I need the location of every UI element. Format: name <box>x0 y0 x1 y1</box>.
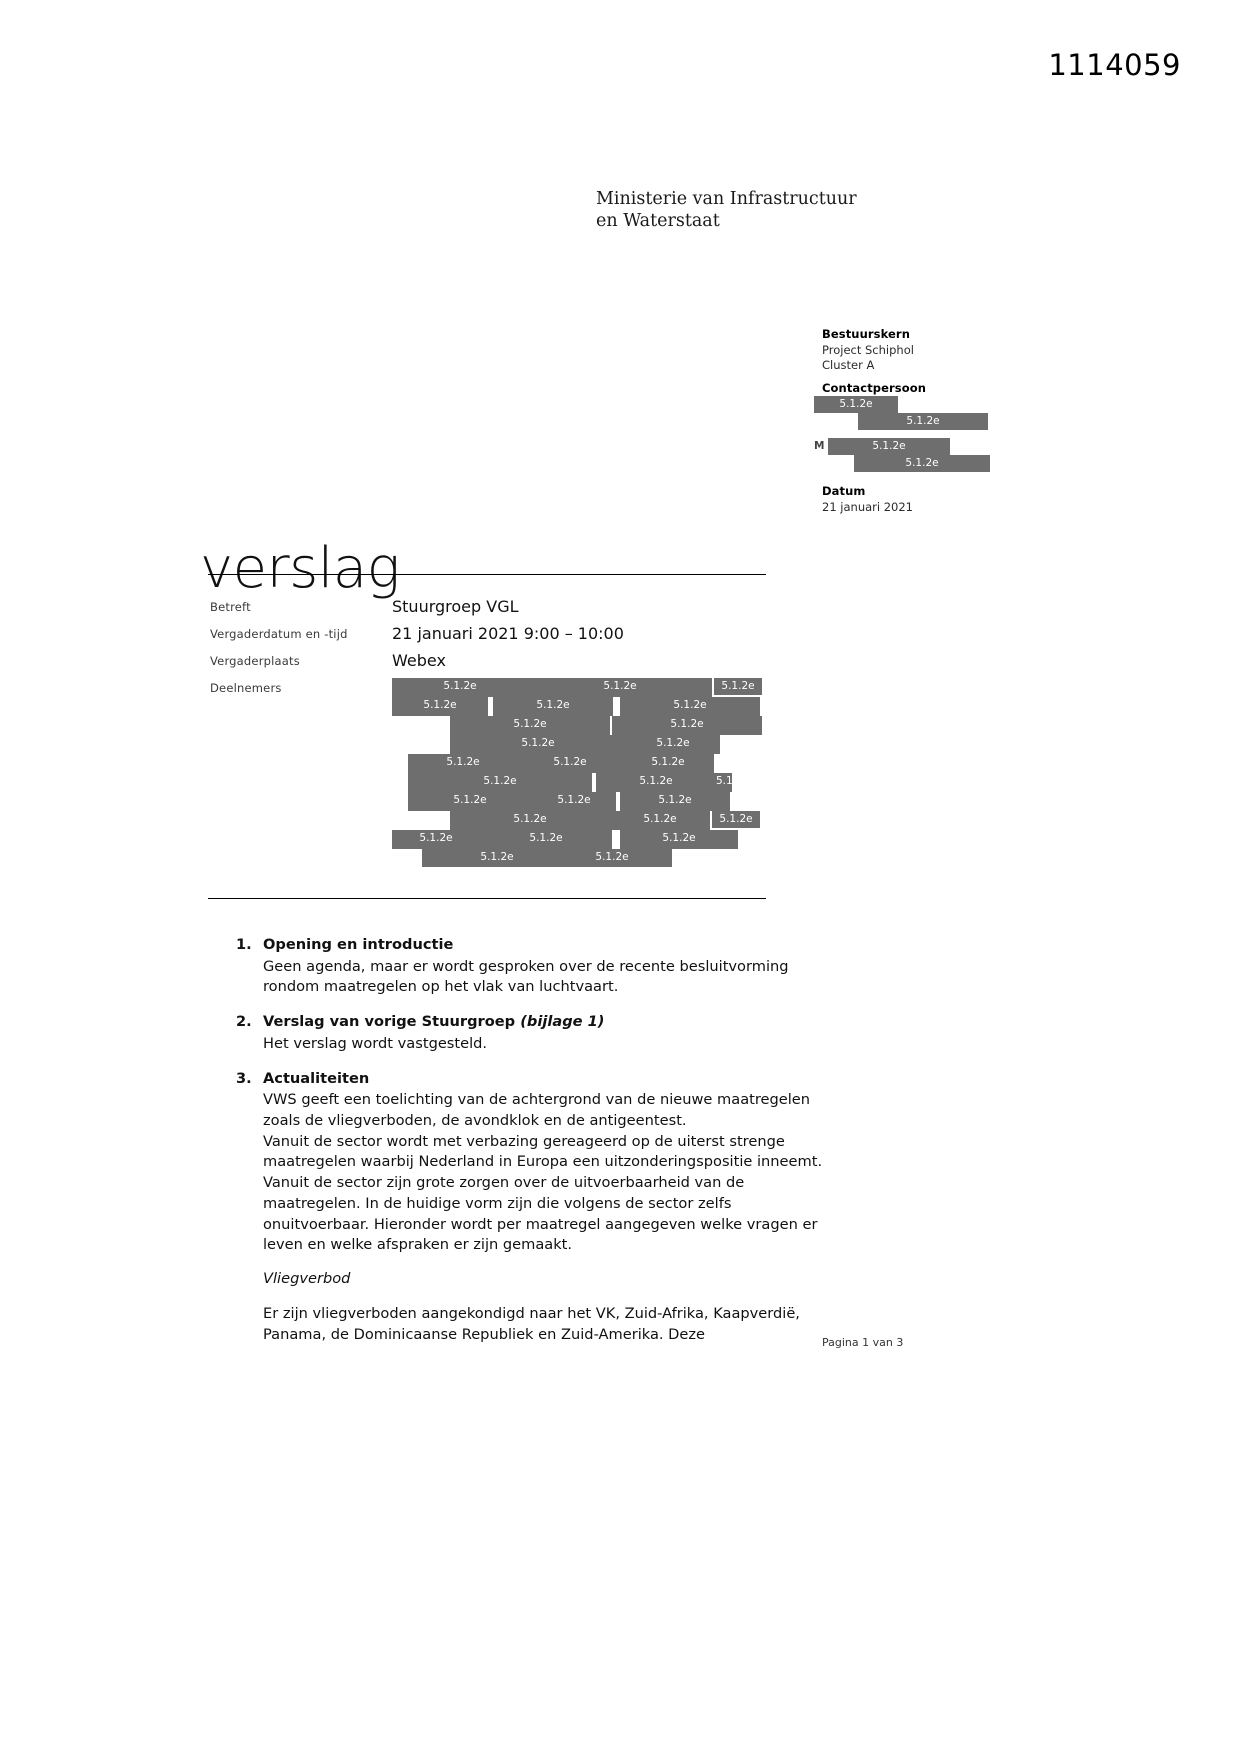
redaction-box: 5.1.2e <box>622 754 714 773</box>
organisation-line-2: Cluster A <box>822 358 875 373</box>
paragraph: Geen agenda, maar er wordt gesproken over de recente besluitvorming rondom maatregelen op het vlak van luchtvaart. <box>263 957 789 996</box>
agenda-item-title: Actualiteiten <box>263 1069 370 1087</box>
paragraph: Vanuit de sector wordt met verbazing gereageerd op de uiterst strenge maatregelen waarbij Nederland in Europa een uitzonderingspositie inneemt. <box>263 1132 823 1171</box>
info-value: Stuurgroep VGL <box>392 597 519 616</box>
agenda-item-subheading: Vliegverbod <box>263 1270 351 1288</box>
agenda-item-title: Verslag van vorige Stuurgroep (bijlage 1) <box>263 1013 605 1031</box>
redaction-box: 5.1.2e <box>610 811 710 830</box>
redaction-box: 5.1.2e <box>422 849 572 867</box>
mobile-label: M <box>814 440 825 453</box>
agenda-item-title: Opening en introductie <box>263 936 454 953</box>
contact-redaction-row-1 <box>814 396 1022 413</box>
redaction-box: 5.1.2e <box>814 396 898 413</box>
contact-heading: Contactpersoon <box>822 380 927 395</box>
redaction-box: 5.1.2e <box>450 735 626 754</box>
date-heading: Datum <box>822 484 866 499</box>
info-row-deelnemers <box>210 678 770 868</box>
redaction-box: 5.1.2e <box>714 678 762 695</box>
page-footer: Pagina 1 van 3 <box>822 1336 904 1349</box>
ministry-wordmark <box>596 188 857 233</box>
page-title: verslag <box>200 536 400 601</box>
info-value-participants <box>392 678 764 868</box>
info-row-vergaderdatum <box>210 624 770 644</box>
redaction-box: 5.1.2e <box>450 716 610 735</box>
divider-bottom <box>208 898 766 899</box>
agenda-item-text <box>263 1034 836 1055</box>
redaction-box: 5.1.2e <box>712 811 760 828</box>
info-label: Vergaderplaats <box>210 654 300 668</box>
info-value: Webex <box>392 651 446 670</box>
info-value: 21 januari 2021 9:00 – 10:00 <box>392 624 624 643</box>
contact-redaction-row-4 <box>854 455 1022 472</box>
date-value: 21 januari 2021 <box>822 499 914 514</box>
agenda-item <box>236 1012 836 1054</box>
redaction-box: 5.1.2e <box>392 697 488 716</box>
info-label: Vergaderdatum en -tijd <box>210 627 348 641</box>
info-row-betreft <box>210 597 770 617</box>
organisation-heading: Bestuurskern <box>822 327 910 341</box>
agenda-item-body <box>263 1069 836 1361</box>
redaction-box: 5.1.2e <box>493 697 613 716</box>
agenda-item-text <box>263 957 836 998</box>
info-label: Deelnemers <box>210 681 282 695</box>
agenda-item-number: 2. <box>236 1013 252 1031</box>
agenda-item <box>236 1069 836 1361</box>
divider-top <box>208 574 766 575</box>
paragraph: Het verslag wordt vastgesteld. <box>263 1034 488 1052</box>
agenda-item-text <box>263 1090 836 1256</box>
paragraph: Vanuit de sector zijn grote zorgen over de uitvoerbaarheid van de maatregelen. In de huidige vorm zijn die volgens de sector zelfs onuitvoerbaar. Hieronder wordt per maatregel aangegeven welke vragen er leven en welke afspraken er zijn gemaakt. <box>263 1174 818 1254</box>
redaction-box: 5.1.2e <box>620 792 730 811</box>
agenda-item-title-annex: (bijlage 1) <box>520 1013 605 1031</box>
redaction-box: 5.1.2e <box>532 792 616 811</box>
redaction-box: 5.1.2e <box>408 792 532 811</box>
redaction-box: 5.1.2e <box>392 830 480 849</box>
info-label: Betreft <box>210 600 251 614</box>
redaction-box: 5.1.2e <box>858 413 988 430</box>
participants-redaction-block <box>392 678 764 868</box>
redaction-box: 5.1.2e <box>828 438 950 455</box>
redaction-box: 5.1.2e <box>408 754 518 773</box>
redaction-box: 5.1.2e <box>480 830 612 849</box>
redaction-box: 5.1.2e <box>612 716 762 735</box>
redaction-box: 5.1.2e <box>716 773 732 792</box>
agenda-item <box>236 935 836 998</box>
contact-redaction-row-2 <box>858 413 1022 430</box>
paragraph: VWS geeft een toelichting van de achtergrond van de nieuwe maatregelen zoals de vliegverboden, de avondklok en de antigeentest. <box>263 1091 811 1130</box>
redaction-box: 5.1.2e <box>854 455 990 472</box>
contact-redaction-row-3 <box>814 438 1022 455</box>
redaction-box: 5.1.2e <box>626 735 720 754</box>
redaction-box: 5.1.2e <box>552 849 672 867</box>
agenda-item-number: 1. <box>236 936 252 953</box>
redaction-box: 5.1.2e <box>596 773 716 792</box>
agenda-item-body <box>263 1012 836 1054</box>
meta-column <box>814 327 1022 515</box>
redaction-box: 5.1.2e <box>392 678 528 697</box>
organisation-line-1: Project Schiphol <box>822 342 914 357</box>
info-row-vergaderplaats <box>210 651 770 671</box>
redaction-box: 5.1.2e <box>408 773 592 792</box>
redaction-box: 5.1.2e <box>620 697 760 716</box>
paragraph: Er zijn vliegverboden aangekondigd naar het VK, Zuid-Afrika, Kaapverdië, Panama, de Dominicaanse Republiek en Zuid-Amerika. Deze <box>263 1305 800 1344</box>
meeting-info-table <box>210 597 770 875</box>
ministry-line-2: en Waterstaat <box>596 211 720 232</box>
document-number: 1114059 <box>1048 48 1181 82</box>
redaction-box: 5.1.2e <box>620 830 738 849</box>
agenda-item-number: 3. <box>236 1069 252 1087</box>
redaction-box: 5.1.2e <box>518 754 622 773</box>
redaction-box: 5.1.2e <box>450 811 610 830</box>
agenda-item-body <box>263 935 836 998</box>
redaction-box: 5.1.2e <box>528 678 712 697</box>
ministry-line-1: Ministerie van Infrastructuur <box>596 189 857 209</box>
report-body <box>236 935 836 1374</box>
